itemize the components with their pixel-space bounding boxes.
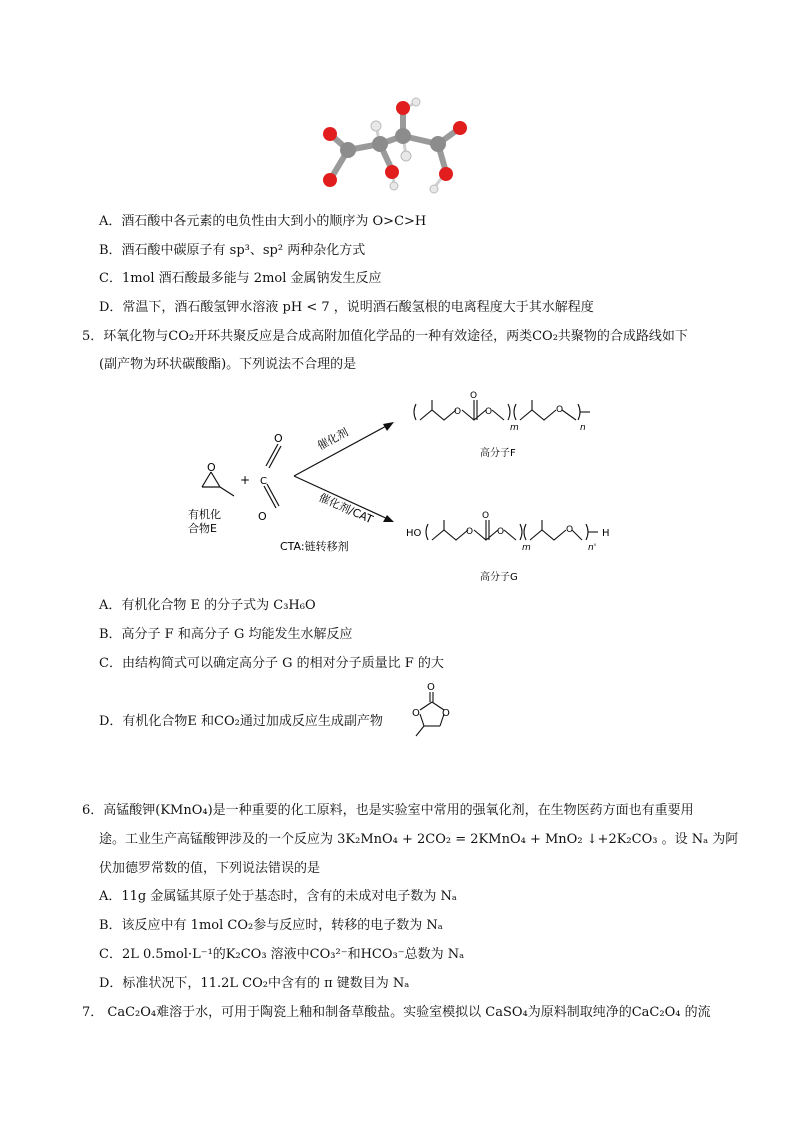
g-ester-oxygen-1: O bbox=[466, 527, 474, 537]
q6-stem-line-3: 伏加德罗常数的值，下列说法错误的是 bbox=[99, 861, 321, 876]
plus-sign: + bbox=[240, 473, 251, 487]
q5-stem-line-2: (副产物为环状碳酸酯)。下列说法不合理的是 bbox=[99, 357, 357, 372]
f-ether-oxygen: O bbox=[556, 405, 564, 415]
cta-note: CTA:链转移剂 bbox=[280, 540, 349, 553]
g-ho-group: HO bbox=[406, 528, 422, 539]
q5-stem-line-1: 5．环氧化物与CO₂开环共聚反应是合成高附加值化学品的一种有效途径，两类CO₂共聚物的合成路线如下 bbox=[82, 329, 688, 344]
tartaric-acid-ball-stick-model bbox=[310, 92, 480, 202]
compound-e-label-line2: 合物E bbox=[188, 522, 217, 535]
g-carbonyl-oxygen: O bbox=[482, 511, 490, 521]
q4-option-d: D．常温下，酒石酸氢钾水溶液 pH < 7 ，说明酒石酸氢根的电离程度大于其水解程度 bbox=[99, 300, 594, 315]
f-ester-oxygen-1: O bbox=[454, 407, 462, 417]
copolymer-synthesis-scheme bbox=[180, 380, 620, 590]
q7-stem-line-1: 7． CaC₂O₄难溶于水，可用于陶瓷上釉和制备草酸盐。实验室模拟以 CaSO₄为原料制取纯净的CaC₂O₄ 的流 bbox=[82, 1005, 711, 1020]
epoxide-oxygen-atom: O bbox=[207, 461, 216, 474]
g-h-end: H bbox=[602, 528, 610, 539]
q4-option-b: B．酒石酸中碳原子有 sp³、sp² 两种杂化方式 bbox=[99, 243, 366, 258]
f-repeat-n: n bbox=[580, 423, 586, 433]
g-ester-oxygen-2: O bbox=[497, 527, 505, 537]
g-ether-oxygen: O bbox=[566, 525, 574, 535]
g-repeat-n-prime: n' bbox=[588, 543, 597, 553]
q5-option-b: B．高分子 F 和高分子 G 均能发生水解反应 bbox=[99, 627, 353, 642]
compound-e-label-line1: 有机化 bbox=[188, 508, 221, 521]
pc-ring-oxygen-2: O bbox=[442, 708, 450, 719]
q6-option-c: C．2L 0.5mol·L⁻¹的K₂CO₃ 溶液中CO₃²⁻和HCO₃⁻总数为 Nₐ bbox=[99, 947, 465, 962]
g-repeat-m: m bbox=[522, 543, 531, 553]
polymer-f-label: 高分子F bbox=[480, 448, 516, 459]
pc-carbonyl-oxygen: O bbox=[427, 682, 435, 693]
q6-option-a: A．11g 金属锰其原子处于基态时，含有的未成对电子数为 Nₐ bbox=[99, 889, 457, 904]
polymer-g-label: 高分子G bbox=[480, 572, 518, 583]
q5-option-d: D．有机化合物E 和CO₂通过加成反应生成副产物 bbox=[99, 714, 383, 729]
q5-option-a: A．有机化合物 E 的分子式为 C₃H₆O bbox=[99, 598, 316, 613]
q6-stem-line-1: 6．高锰酸钾(KMnO₄)是一种重要的化工原料，也是实验室中常用的强氧化剂，在生物医药方面也有重要用 bbox=[82, 803, 694, 818]
co2-oxygen-top: O bbox=[274, 432, 283, 445]
q6-stem-line-2: 途。工业生产高锰酸钾涉及的一个反应为 3K₂MnO₄ + 2CO₂ = 2KMnO₄ + MnO₂ ↓+2K₂CO₃ 。设 Nₐ 为阿 bbox=[99, 832, 739, 847]
f-repeat-m: m bbox=[510, 423, 519, 433]
svg-text:C: C bbox=[260, 476, 267, 487]
q6-option-d: D．标准状况下，11.2L CO₂中含有的 π 键数目为 Nₐ bbox=[99, 976, 410, 991]
propylene-carbonate-structure bbox=[402, 680, 472, 740]
q4-option-c: C．1mol 酒石酸最多能与 2mol 金属钠发生反应 bbox=[99, 271, 382, 286]
pc-ring-oxygen-1: O bbox=[412, 708, 420, 719]
f-ester-oxygen-2: O bbox=[485, 407, 493, 417]
q5-option-c: C．由结构简式可以确定高分子 G 的相对分子质量比 F 的大 bbox=[99, 656, 444, 671]
q4-option-a: A．酒石酸中各元素的电负性由大到小的顺序为 O>C>H bbox=[99, 214, 427, 229]
catalyst-label-bottom: 催化剂/CAT bbox=[316, 490, 375, 527]
q6-option-b: B．该反应中有 1mol CO₂参与反应时，转移的电子数为 Nₐ bbox=[99, 918, 443, 933]
co2-oxygen-bottom: O bbox=[258, 510, 267, 523]
catalyst-label-top: 催化剂 bbox=[315, 425, 351, 453]
f-carbonyl-oxygen: O bbox=[470, 391, 478, 401]
